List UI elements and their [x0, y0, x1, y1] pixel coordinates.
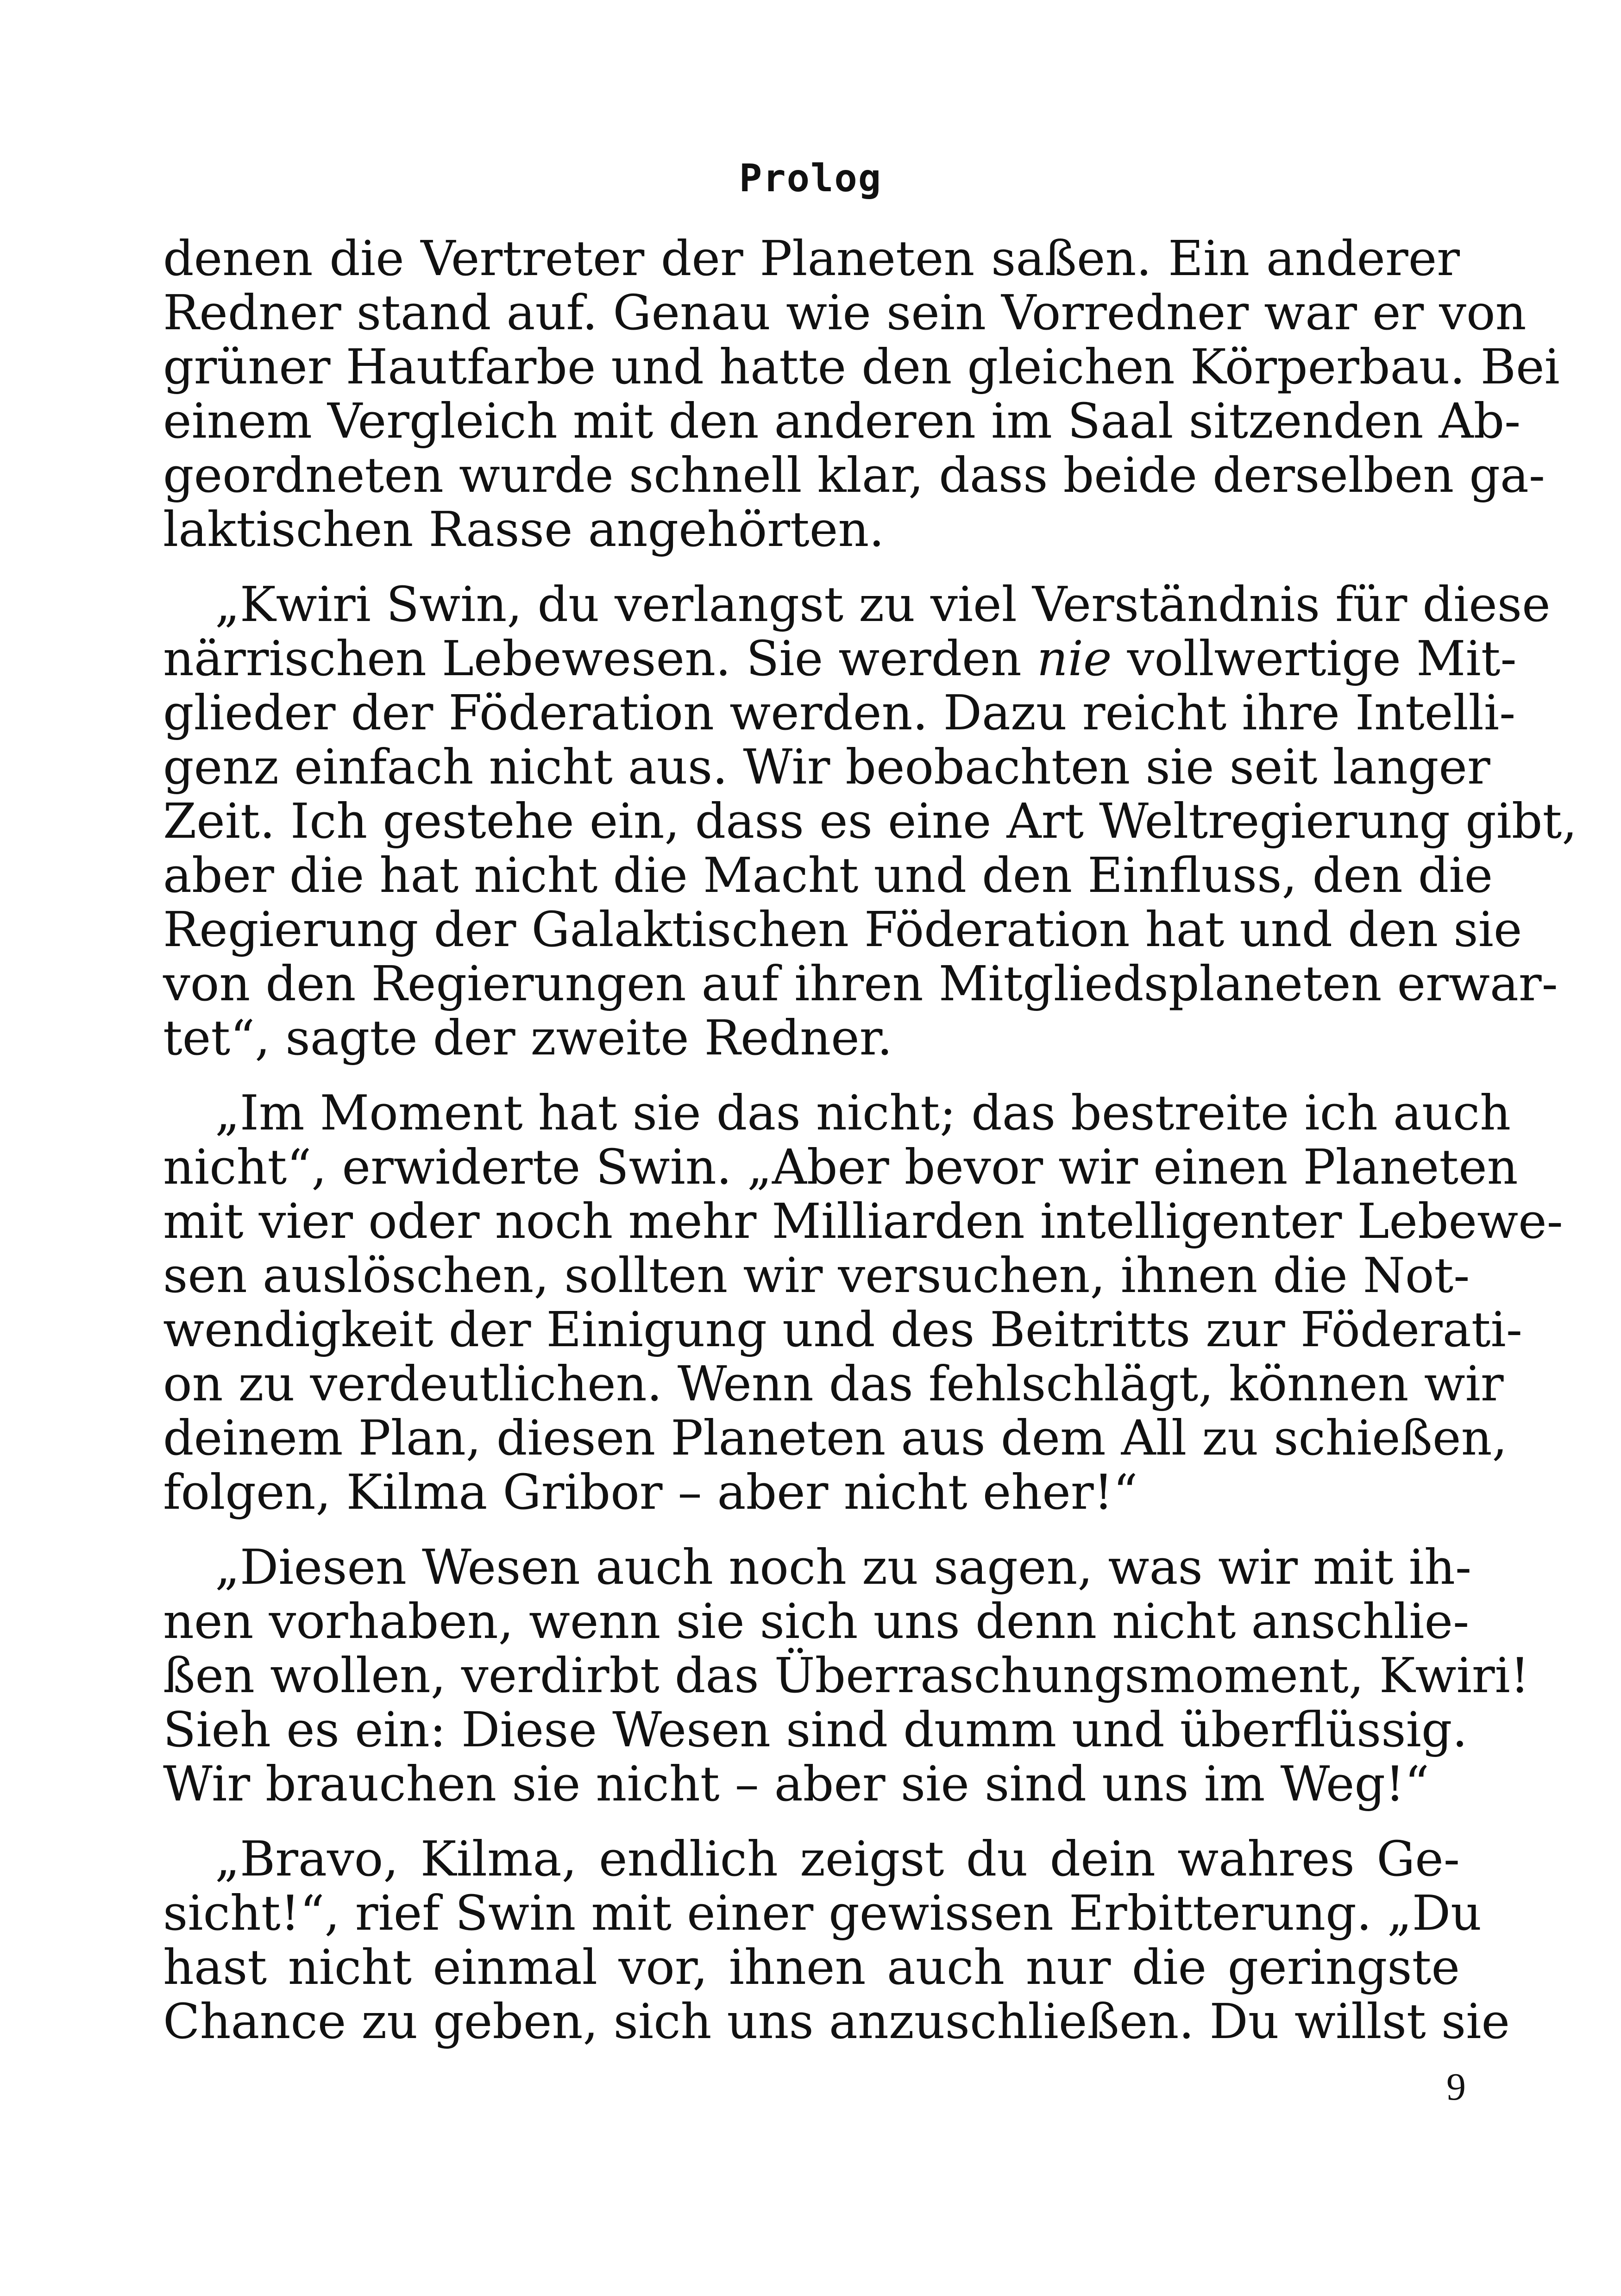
text-line [163, 393, 1521, 449]
text-run: „Kwiri Swin, du verlangst zu viel Verständnis für diese [215, 576, 1551, 633]
emphasis: nie [1037, 630, 1112, 687]
text-run: „Im Moment hat sie das nicht; das bestreite ich auch [215, 1085, 1511, 1141]
text-run: von den Regierungen auf ihren Mitgliedsplaneten erwar- [163, 955, 1558, 1012]
paragraph [163, 576, 1577, 1066]
text-line [163, 847, 1493, 903]
body-text [163, 230, 1577, 2050]
text-run: grüner Hautfarbe und hatte den gleichen Körperbau. Bei [163, 339, 1560, 395]
text-run: Sieh es ein: Diese Wesen sind dumm und überflüssig. [163, 1701, 1468, 1758]
text-line [163, 502, 1460, 557]
text-run: sen auslöschen, sollten wir versuchen, ihnen die Not- [163, 1247, 1470, 1304]
text-run: vollwertige Mit- [1112, 630, 1517, 687]
paragraph [163, 1831, 1510, 2050]
text-run: „Bravo, Kilma, endlich zeigst du dein wahres Ge- [215, 1831, 1460, 1887]
text-run: Zeit. Ich gestehe ein, dass es eine Art Weltregierung gibt, [163, 793, 1577, 849]
text-line [163, 232, 1460, 286]
text-run: Regierung der Galaktischen Föderation hat und den sie [163, 901, 1522, 958]
text-line [163, 684, 1516, 741]
text-run: tet“, sagte der zweite Redner. [163, 1010, 892, 1066]
text-line [163, 284, 1527, 341]
text-run: sicht!“, rief Swin mit einer gewissen Erbitterung. „Du [163, 1885, 1482, 1941]
page-number: 9 [1446, 2065, 1466, 2108]
text-line [163, 1355, 1504, 1412]
text-run: nen vorhaben, wenn sie sich uns denn nicht anschlie- [163, 1593, 1470, 1650]
text-line [163, 339, 1560, 395]
text-line [163, 1247, 1470, 1304]
text-line [163, 1940, 1460, 1995]
text-run: denen die Vertreter der Planeten saßen. Ein anderer [163, 230, 1460, 287]
text-line [163, 1085, 1511, 1141]
text-line [163, 955, 1558, 1012]
text-run: nicht“, erwiderte Swin. „Aber bevor wir einen Planeten [163, 1139, 1518, 1195]
text-run: wendigkeit der Einigung und des Beitritts zur Föderati- [163, 1301, 1522, 1358]
text-line [163, 1193, 1563, 1249]
text-run: folgen, Kilma Gribor – aber nicht eher!“ [163, 1464, 1138, 1520]
text-line [163, 1139, 1518, 1195]
text-line [163, 630, 1517, 687]
text-run: einem Vergleich mit den anderen im Saal sitzenden Ab- [163, 393, 1521, 449]
text-run: hast nicht einmal vor, ihnen auch nur die geringste [163, 1939, 1460, 1995]
text-line [163, 576, 1551, 633]
text-line [163, 1593, 1470, 1650]
text-line [163, 1701, 1468, 1758]
text-run: on zu verdeutlichen. Wenn das fehlschlägt, können wir [163, 1355, 1504, 1412]
text-run: geordneten wurde schnell klar, dass beide derselben ga- [163, 447, 1546, 503]
text-run: laktischen Rasse angehörten. [163, 501, 885, 558]
text-line [163, 1757, 1460, 1811]
text-run: Redner stand auf. Genau wie sein Vorredner war er von [163, 284, 1527, 341]
text-run: ßen wollen, verdirbt das Überraschungsmoment, Kwiri! [163, 1647, 1530, 1704]
running-head: Prolog [739, 157, 882, 201]
text-line [163, 1832, 1460, 1886]
text-line [163, 1465, 1460, 1519]
text-line [163, 739, 1490, 795]
text-run: Chance zu geben, sich uns anzuschließen. Du willst sie [163, 1993, 1510, 2050]
text-line [163, 793, 1577, 849]
text-line [163, 1011, 1460, 1065]
text-line [163, 1301, 1522, 1358]
text-line [163, 1647, 1530, 1704]
text-run: aber die hat nicht die Macht und den Einfluss, den die [163, 847, 1493, 903]
text-line [163, 901, 1522, 958]
text-line [163, 1885, 1482, 1941]
text-run: Wir brauchen sie nicht – aber sie sind uns im Weg!“ [163, 1756, 1430, 1812]
text-run: „Diesen Wesen auch noch zu sagen, was wir mit ih- [215, 1539, 1472, 1595]
text-line [163, 1539, 1472, 1595]
text-run: närrischen Lebewesen. Sie werden [163, 630, 1037, 687]
paragraph [163, 230, 1560, 558]
text-line [163, 447, 1546, 503]
text-run: mit vier oder noch mehr Milliarden intelligenter Lebewe- [163, 1193, 1563, 1249]
paragraph [163, 1539, 1530, 1812]
text-line [163, 1410, 1508, 1466]
text-run: deinem Plan, diesen Planeten aus dem All zu schießen, [163, 1410, 1508, 1466]
text-run: genz einfach nicht aus. Wir beobachten sie seit langer [163, 739, 1490, 795]
text-line [163, 1993, 1510, 2050]
text-run: glieder der Föderation werden. Dazu reicht ihre Intelli- [163, 684, 1516, 741]
paragraph [163, 1085, 1563, 1520]
